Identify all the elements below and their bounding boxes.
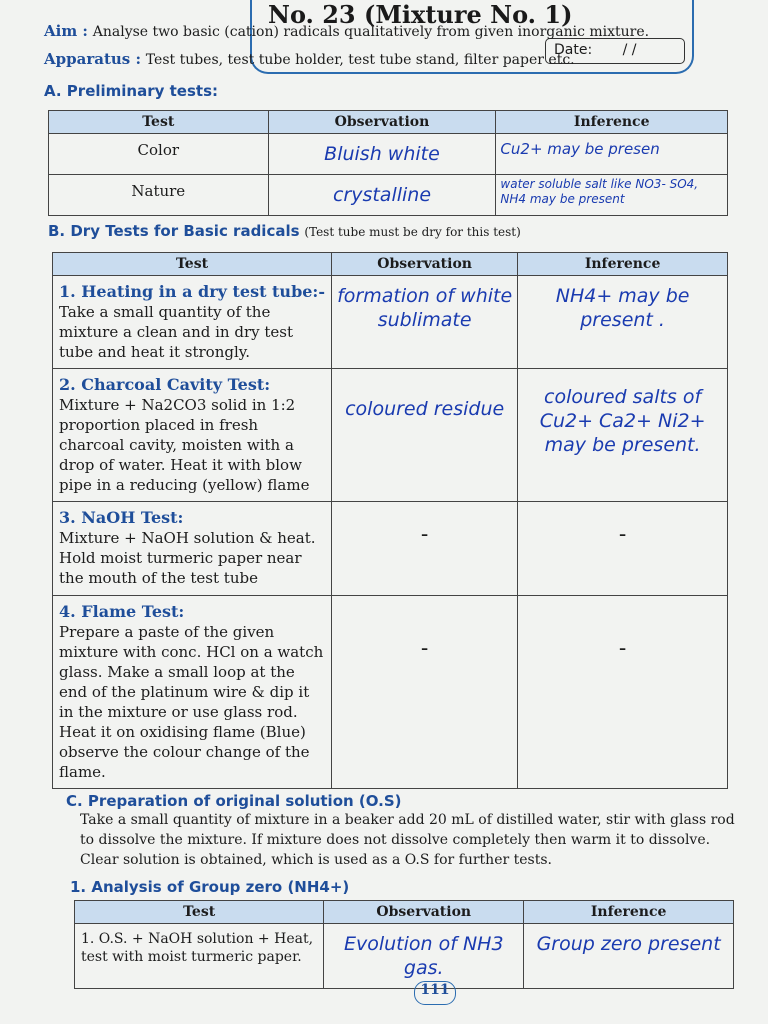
observation-cell: Bluish white [268, 134, 496, 175]
inference-cell: NH4+ may be present . [518, 276, 728, 369]
aim-text: Analyse two basic (cation) radicals qualitatively from given inorganic mixture. [92, 24, 650, 40]
observation-cell: - [332, 596, 518, 789]
test-cell: Nature [49, 175, 269, 216]
aim-label: Aim : [44, 22, 88, 40]
page-title: No. 23 (Mixture No. 1) [268, 0, 573, 29]
date-value: / / [622, 42, 637, 58]
test-title: 3. NaOH Test: [59, 508, 184, 527]
inference-cell: coloured salts of Cu2+ Ca2+ Ni2+ may be present. [518, 369, 728, 502]
section-b-note: (Test tube must be dry for this test) [304, 225, 521, 239]
section-b-heading: B. Dry Tests for Basic radicals [48, 222, 300, 240]
os-line-3: Clear solution is obtained, which is used as a O.S for further tests. [80, 852, 552, 868]
table-row [49, 175, 728, 216]
test-cell [53, 369, 332, 502]
os-line-2: to dissolve the mixture. If mixture does not dissolve completely then warm it to dissolve. [80, 832, 711, 848]
page-number: 111 [414, 981, 456, 1005]
apparatus-line [44, 50, 575, 68]
table-row [53, 502, 728, 596]
test-title: 1. Heating in a dry test tube:- [59, 282, 325, 301]
apparatus-text: Test tubes, test tube holder, test tube stand, filter paper etc. [145, 52, 575, 68]
apparatus-label: Apparatus : [44, 50, 141, 68]
table-row [53, 276, 728, 369]
table-row [53, 596, 728, 789]
os-line-1: Take a small quantity of mixture in a beaker add 20 mL of distilled water, stir with glass rod [80, 812, 735, 828]
section-b-title [48, 222, 521, 240]
inference-cell: water soluble salt like NO3- SO4, NH4 may be present [496, 175, 728, 216]
inference-cell: - [518, 596, 728, 789]
col-observation: Observation [324, 901, 524, 924]
col-test: Test [49, 111, 269, 134]
table-row [53, 369, 728, 502]
section-a-heading: A. Preliminary tests: [44, 82, 218, 100]
test-description: Take a small quantity of the mixture a clean and in dry test tube and heat it strongly. [59, 303, 293, 361]
observation-cell: formation of white sublimate [332, 276, 518, 369]
col-inference: Inference [518, 253, 728, 276]
test-title: 2. Charcoal Cavity Test: [59, 375, 271, 394]
test-cell [53, 502, 332, 596]
col-test: Test [53, 253, 332, 276]
observation-cell: Evolution of NH3 gas. [324, 924, 524, 989]
test-cell: Color [49, 134, 269, 175]
preliminary-tests-table [48, 110, 728, 216]
col-observation: Observation [268, 111, 496, 134]
table-row [49, 134, 728, 175]
group-zero-heading: 1. Analysis of Group zero (NH4+) [70, 878, 350, 896]
date-label: Date: [554, 42, 593, 58]
inference-cell: Group zero present [524, 924, 734, 989]
inference-cell: - [518, 502, 728, 596]
test-description: Mixture + Na2CO3 solid in 1:2 proportion placed in fresh charcoal cavity, moisten with a drop of water. Heat it with blow pipe in a reducing (yellow) flame [59, 396, 310, 494]
dry-tests-table [52, 252, 728, 789]
inference-cell: Cu2+ may be presen [496, 134, 728, 175]
observation-cell: coloured residue [332, 369, 518, 502]
test-cell [53, 276, 332, 369]
col-inference: Inference [524, 901, 734, 924]
observation-cell: - [332, 502, 518, 596]
test-cell: 1. O.S. + NaOH solution + Heat, test with moist turmeric paper. [75, 924, 324, 989]
test-title: 4. Flame Test: [59, 602, 185, 621]
col-inference: Inference [496, 111, 728, 134]
group-zero-table [74, 900, 734, 989]
table-row [75, 924, 734, 989]
test-description: Prepare a paste of the given mixture with conc. HCl on a watch glass. Make a small loop at the end of the platinum wire & dip it in the mixture or use glass rod. Heat it on oxidising flame (Blue) observe the colour change of the flame. [59, 623, 324, 781]
section-c-heading: C. Preparation of original solution (O.S) [66, 792, 402, 810]
test-cell [53, 596, 332, 789]
aim-line [44, 22, 649, 40]
col-observation: Observation [332, 253, 518, 276]
col-test: Test [75, 901, 324, 924]
observation-cell: crystalline [268, 175, 496, 216]
test-description: Mixture + NaOH solution & heat. Hold moist turmeric paper near the mouth of the test tube [59, 529, 316, 587]
